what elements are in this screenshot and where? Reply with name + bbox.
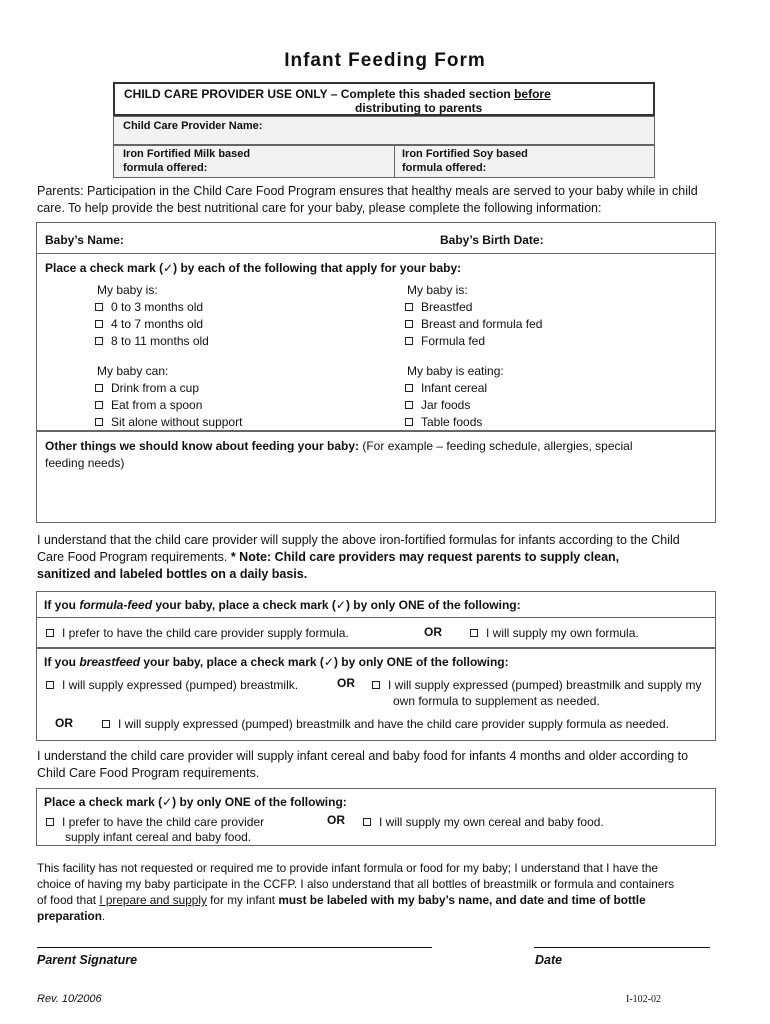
provider-header-box xyxy=(113,82,655,116)
age-option[interactable]: 0 to 3 months old xyxy=(95,300,203,314)
understand2-line-2: Child Care Food Program requirements. xyxy=(37,766,260,780)
checkbox[interactable] xyxy=(405,418,413,426)
can-option[interactable]: Eat from a spoon xyxy=(95,398,202,412)
breast-option-pumped-provider-formula[interactable]: I will supply expressed (pumped) breastmilk and have the child care provider supply formula as needed. xyxy=(102,717,669,731)
other-feeding-field[interactable] xyxy=(36,431,716,523)
breast-option-pumped[interactable]: I will supply expressed (pumped) breastmilk. xyxy=(46,678,298,692)
baby-checklist-box xyxy=(36,253,716,431)
feed-heading: My baby is: xyxy=(407,283,468,297)
breast-option-pumped-own-formula[interactable]: I will supply expressed (pumped) breastmilk and supply my xyxy=(372,678,701,692)
cereal-option-provider-line-2: supply infant cereal and baby food. xyxy=(65,830,252,844)
provider-header-line2: distributing to parents xyxy=(355,101,483,115)
understand1-line-1: I understand that the child care provider will supply the above iron-fortified formulas for infants according to the Child xyxy=(37,533,680,547)
eating-option[interactable]: Infant cereal xyxy=(405,381,487,395)
can-heading: My baby can: xyxy=(97,364,169,378)
revision-label: Rev. 10/2006 xyxy=(37,993,102,1005)
checkbox[interactable] xyxy=(470,629,478,637)
checkbox[interactable] xyxy=(46,629,54,637)
baby-birth-date-label: Baby’s Birth Date: xyxy=(440,233,544,247)
checkbox[interactable] xyxy=(405,384,413,392)
milk-formula-label-1: Iron Fortified Milk based xyxy=(123,148,251,160)
milk-formula-label-2: formula offered: xyxy=(123,162,208,174)
understand1-line-2: Care Food Program requirements. * Note: Child care providers may request parents to supply clean, xyxy=(37,550,620,564)
checkbox[interactable] xyxy=(102,720,110,728)
checkbox[interactable] xyxy=(95,303,103,311)
understand2-line-1: I understand the child care provider will supply infant cereal and baby food for infants 4 months and older according to xyxy=(37,749,689,763)
facility-line-3: of food that I prepare and supply for my infant must be labeled with my baby’s name, and date and time of bottle xyxy=(37,893,646,907)
feed-option[interactable]: Breastfed xyxy=(405,300,472,314)
feed-option[interactable]: Breast and formula fed xyxy=(405,317,542,331)
page-title: Infant Feeding Form xyxy=(284,50,486,71)
checkbox[interactable] xyxy=(405,320,413,328)
checkbox[interactable] xyxy=(405,337,413,345)
age-option[interactable]: 8 to 11 months old xyxy=(95,334,209,348)
formula-heading-row xyxy=(36,591,716,618)
facility-line-2: choice of having my baby participate in the CCFP. I also understand that all bottles of breastmilk or formula and containers xyxy=(37,877,675,891)
provider-name-field[interactable] xyxy=(113,116,655,145)
checkbox[interactable] xyxy=(46,818,54,826)
provider-name-label: Child Care Provider Name: xyxy=(123,120,263,132)
formula-option-provider[interactable]: I prefer to have the child care provider supply formula. xyxy=(46,626,349,640)
parent-signature-line[interactable] xyxy=(37,947,432,948)
checkbox[interactable] xyxy=(95,401,103,409)
can-option[interactable]: Drink from a cup xyxy=(95,381,199,395)
milk-formula-field[interactable] xyxy=(113,145,395,178)
intro-line-2: care. To help provide the best nutritional care for your baby, please complete the following information: xyxy=(37,201,602,215)
formula-options-row xyxy=(36,617,716,648)
or-label: OR xyxy=(337,676,355,690)
formula-option-own[interactable]: I will supply my own formula. xyxy=(470,626,639,640)
eating-option[interactable]: Table foods xyxy=(405,415,482,429)
checkbox[interactable] xyxy=(95,337,103,345)
checkbox[interactable] xyxy=(95,384,103,392)
checkbox[interactable] xyxy=(405,401,413,409)
facility-line-4: preparation. xyxy=(37,909,106,923)
checkbox[interactable] xyxy=(46,681,54,689)
baby-name-label: Baby’s Name: xyxy=(45,233,124,247)
intro-line-1: Parents: Participation in the Child Care Food Program ensures that healthy meals are served to your baby while in child xyxy=(37,184,698,198)
other-feeding-label-line: Other things we should know about feeding your baby: (For example – feeding schedule, allergies, special xyxy=(45,439,633,453)
age-heading: My baby is: xyxy=(97,283,158,297)
checkbox[interactable] xyxy=(372,681,380,689)
soy-formula-label-2: formula offered: xyxy=(402,162,487,174)
cereal-option-provider[interactable]: I prefer to have the child care provider xyxy=(46,815,264,829)
date-line[interactable] xyxy=(534,947,710,948)
breastfeed-heading: If you breastfeed your baby, place a check mark (✓) by only ONE of the following: xyxy=(44,655,509,669)
eating-heading: My baby is eating: xyxy=(407,364,504,378)
can-option[interactable]: Sit alone without support xyxy=(95,415,242,429)
or-label: OR xyxy=(424,625,442,639)
baby-check-heading: Place a check mark (✓) by each of the following that apply for your baby: xyxy=(45,261,462,275)
provider-header-line1: CHILD CARE PROVIDER USE ONLY – Complete this shaded section before xyxy=(124,87,551,101)
checkbox[interactable] xyxy=(95,418,103,426)
parent-signature-label: Parent Signature xyxy=(37,953,138,967)
form-code: I-102-02 xyxy=(626,994,661,1005)
checkbox[interactable] xyxy=(363,818,371,826)
formula-heading: If you formula-feed your baby, place a check mark (✓) by only ONE of the following: xyxy=(44,598,521,612)
facility-line-1: This facility has not requested or required me to provide infant formula or food for my baby; I understand that I have the xyxy=(37,861,658,875)
checkbox[interactable] xyxy=(95,320,103,328)
cereal-section xyxy=(36,788,716,846)
age-option[interactable]: 4 to 7 months old xyxy=(95,317,203,331)
breastfeed-section xyxy=(36,648,716,741)
breast-option-line-2: own formula to supplement as needed. xyxy=(393,694,600,708)
cereal-heading: Place a check mark (✓) by only ONE of the following: xyxy=(44,795,347,809)
or-label: OR xyxy=(327,813,345,827)
or-label: OR xyxy=(55,716,73,730)
baby-name-row[interactable] xyxy=(36,222,716,254)
understand1-line-3: sanitized and labeled bottles on a daily basis. xyxy=(37,567,308,581)
soy-formula-label-1: Iron Fortified Soy based xyxy=(402,148,528,160)
soy-formula-field[interactable] xyxy=(394,145,655,178)
checkbox[interactable] xyxy=(405,303,413,311)
date-label: Date xyxy=(535,953,563,967)
other-feeding-hint-2: feeding needs) xyxy=(45,456,125,470)
eating-option[interactable]: Jar foods xyxy=(405,398,470,412)
feed-option[interactable]: Formula fed xyxy=(405,334,485,348)
cereal-option-own[interactable]: I will supply my own cereal and baby food. xyxy=(363,815,604,829)
